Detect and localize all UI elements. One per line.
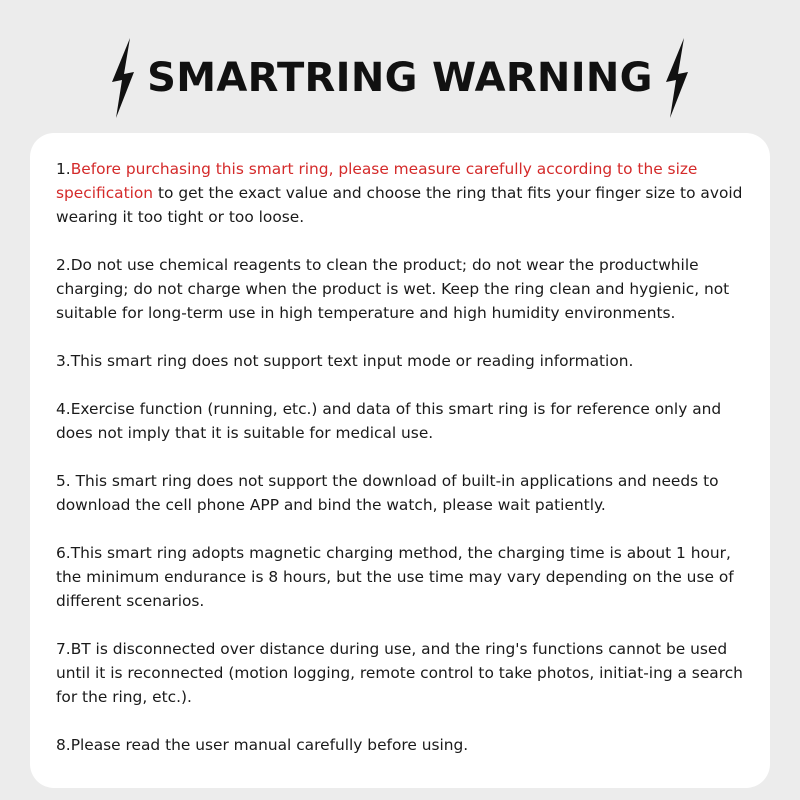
warning-item-7 [56,637,756,709]
warning-text: to get the exact value and choose the ring that fits your finger size to avoid wearing it too tight or too loose. [56,184,743,226]
warning-card [30,133,770,788]
warning-item-2 [56,253,756,325]
warning-item-5 [56,469,756,517]
warning-item-6 [56,541,756,613]
warning-item-1 [56,157,756,229]
header [0,38,800,118]
warning-item-4 [56,397,756,445]
warning-text: This smart ring adopts magnetic charging method, the charging time is about 1 hour, the minimum endurance is 8 hours, but the use time may vary depending on the use of different scenarios. [56,544,734,610]
page-title: SMARTRING WARNING [147,55,653,101]
warning-number: 8. [56,736,71,754]
warning-number: 4. [56,400,71,418]
warning-text: This smart ring does not support the download of built-in applications and needs to download the cell phone APP and bind the watch, please wait patiently. [56,472,719,514]
warning-item-3 [56,349,756,373]
warning-number: 5. [56,472,76,490]
warning-text: This smart ring does not support text input mode or reading information. [70,352,634,370]
warning-highlight: Before purchasing this smart ring, please measure carefully according to the size specification [56,160,698,202]
warning-text: BT is disconnected over distance during use, and the ring's functions cannot be used until it is reconnected (motion logging, remote control to take photos, initiat-ing a search for the ring, etc.). [56,640,743,706]
warning-number: 6. [56,544,71,562]
warning-text: Please read the user manual carefully before using. [70,736,469,754]
warning-number: 2. [56,256,71,274]
warning-list [56,157,756,757]
warning-text: Exercise function (running, etc.) and data of this smart ring is for reference only and does not imply that it is suitable for medical use. [56,400,722,442]
warning-number: 7. [56,640,71,658]
warning-item-8 [56,733,756,757]
lightning-bolt-icon [108,38,138,118]
warning-number: 3. [56,352,71,370]
warning-number: 1. [56,160,71,178]
warning-text: Do not use chemical reagents to clean the product; do not wear the productwhile charging; do not charge when the product is wet. Keep the ring clean and hygienic, not suitable for long-term use in high temperature and high humidity environments. [56,256,730,322]
lightning-bolt-icon [662,38,692,118]
